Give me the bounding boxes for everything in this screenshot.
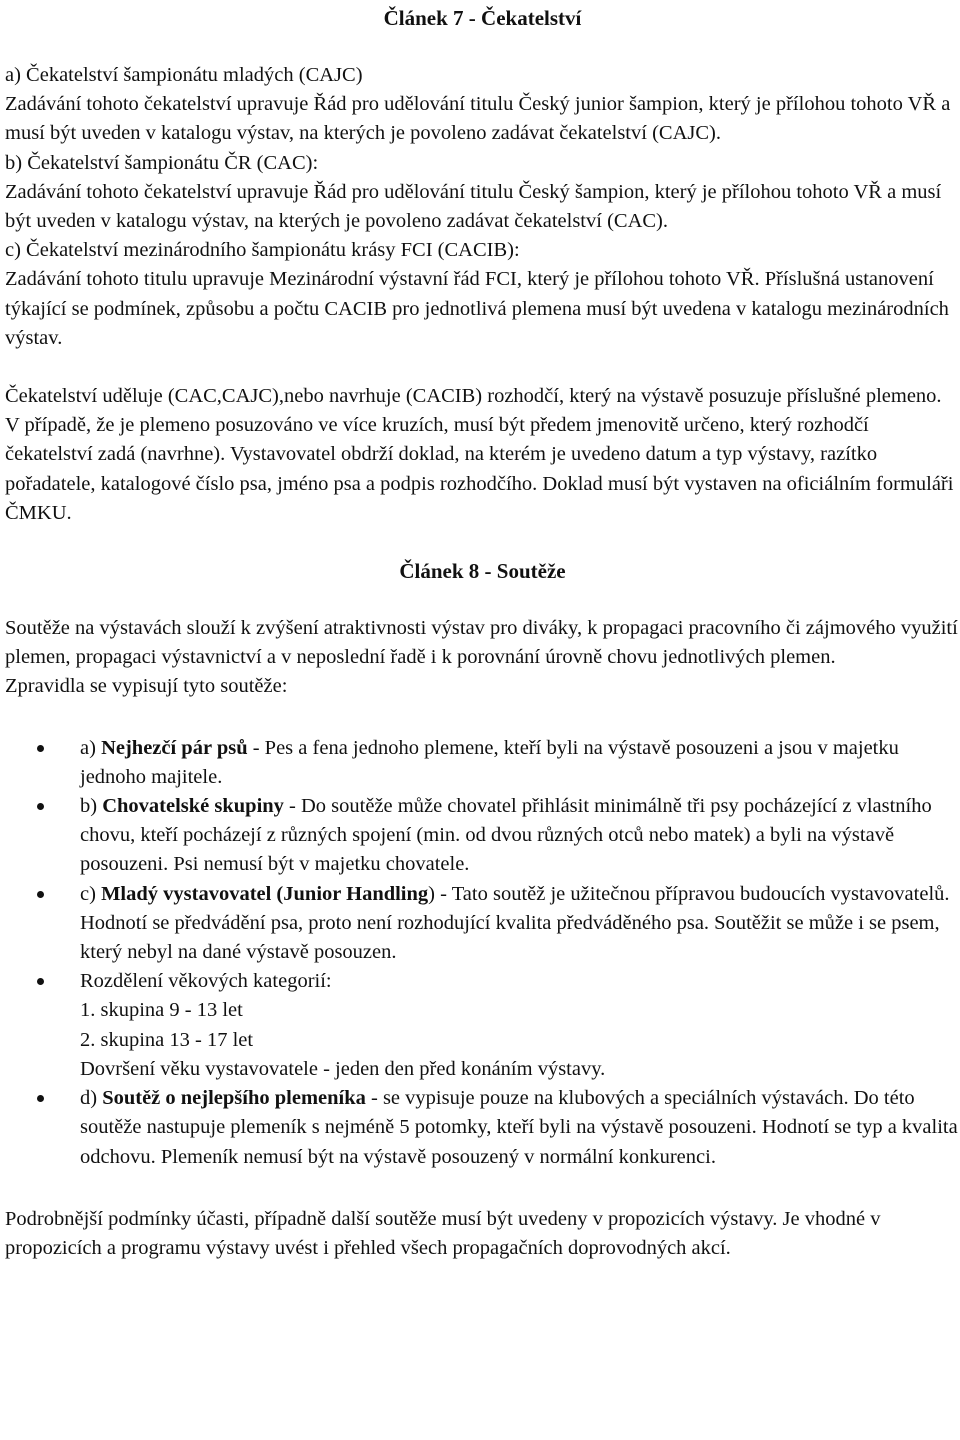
list-item — [5, 734, 960, 792]
item-name: Mladý vystavovatel ( — [101, 882, 284, 905]
item-prefix: b) — [80, 795, 103, 818]
age-categories-title: Rozdělení věkových kategorií: — [80, 970, 332, 993]
bullet-icon — [37, 1095, 44, 1102]
bullet-icon — [37, 978, 44, 985]
age-category-2: 2. skupina 13 - 17 let — [80, 1028, 254, 1051]
age-category-note: Dovršení věku vystavovatele - jeden den před konáním výstavy. — [80, 1057, 606, 1080]
item-prefix: c) — [80, 882, 102, 905]
item-name-part: Junior Handling — [283, 882, 429, 905]
article-8-final: Podrobnější podmínky účasti, případně další soutěže musí být uvedeny v propozicích výstavy. Je vhodné v propozicích a programu výstavy uvést i přehled všech propagačních doprovodných akcí. — [5, 1207, 881, 1259]
item-name: Chovatelské skupiny — [102, 795, 284, 818]
article-7-heading: Článek 7 - Čekatelství — [383, 6, 582, 30]
article-8-intro: Soutěže na výstavách slouží k zvýšení atraktivnosti výstav pro diváky, k propagaci pracovního či zájmového využití plemen, propagaci výstavnictví a v neposlední řadě i k porovnání úrovně chovu jednotlivých plemen. — [5, 617, 958, 669]
item-text: - se vypisuje pouze na klubových a speciálních výstavách. Do této soutěže nastupuje plemeník s nejméně 5 potomky, kteří byli na výstavě posouzeni. Hodnotí se typ a kvalita odchovu. Plemeník nemusí být na výstavě posouzený v normální konkurenci. — [80, 1087, 958, 1168]
article-8-heading: Článek 8 - Soutěže — [399, 559, 566, 584]
item-prefix: a) — [80, 736, 102, 759]
competitions-list-intro: Zpravidla se vypisují tyto soutěže: — [5, 675, 288, 698]
bullet-icon — [37, 891, 44, 898]
paragraph-gap — [5, 353, 960, 382]
section-b-text: Zadávání tohoto čekatelství upravuje Řád pro udělování titulu Český šampion, který je přílohou tohoto VŘ a musí být uveden v katalogu výstav, na kterých je povoleno zadávat čekatelství (CAC). — [5, 180, 942, 233]
list-item — [5, 1084, 960, 1172]
item-text: ) - Tato soutěž je užitečnou přípravou budoucích vystavovatelů. Hodnotí se předvádění psa, proto není rozhodující kvalita předváděného psa. Soutěžit se může i se psem, který nebyl na dané výstavě posouzen. — [80, 882, 950, 964]
item-name: Soutěž o nejlepšího plemeníka — [102, 1087, 366, 1110]
section-a-text: Zadávání tohoto čekatelství upravuje Řád pro udělování titulu Český junior šampion, který je přílohou tohoto VŘ a musí být uveden v katalogu výstav, na kterých je povoleno zadávat čekatelství (CAJC). — [5, 93, 951, 145]
section-c-text: Zadávání tohoto titulu upravuje Mezinárodní výstavní řád FCI, který je přílohou tohoto VŘ. Příslušná ustanovení týkající se podmínek, způsobu a počtu CACIB pro jednotlivá plemena musí být uvedena v katalogu mezinárodních výstav. — [5, 268, 949, 349]
bullet-icon — [37, 745, 44, 752]
item-text: - Do soutěže může chovatel přihlásit minimálně tři psy pocházející z vlastního chovu, kteří pocházejí z různých spojení (min. od dvou různých otců nebo matek) a byli na výstavě posouzeni. Psi nemusí být v majetku chovatele. — [80, 795, 932, 876]
age-category-1: 1. skupina 9 - 13 let — [80, 999, 243, 1022]
document-page — [5, 0, 960, 1263]
item-text: - Pes a fena jednoho plemene, kteří byli na výstavě posouzeni a jsou v majetku jednoho majitele. — [80, 736, 899, 788]
section-a-title: a) Čekatelství šampionátu mladých (CAJC) — [5, 64, 363, 86]
item-name: Nejhezčí pár psů — [101, 736, 248, 759]
list-item — [5, 967, 960, 1084]
section-c-title: c) Čekatelství mezinárodního šampionátu krásy FCI (CACIB): — [5, 239, 520, 262]
item-prefix: d) — [80, 1087, 103, 1110]
list-item — [5, 880, 960, 968]
list-item — [5, 792, 960, 880]
competitions-list — [5, 734, 960, 1172]
bullet-icon — [37, 803, 44, 810]
section-b-title: b) Čekatelství šampionátu ČR (CAC): — [5, 151, 319, 174]
article-7-closing: Čekatelství uděluje (CAC,CAJC),nebo navrhuje (CACIB) rozhodčí, který na výstavě posuzuje příslušné plemeno. V případě, že je plemeno posuzováno ve více kruzích, musí být předem jmenovitě určeno, který rozhodčí čekatelství zadá (navrhne). Vystavovatel obdrží doklad, na kterém je uvedeno datum a typ výstavy, razítko pořadatele, katalogové číslo psa, jméno psa a podpis rozhodčího. Doklad musí být vystaven na oficiálním formuláři ČMKU. — [5, 385, 954, 524]
